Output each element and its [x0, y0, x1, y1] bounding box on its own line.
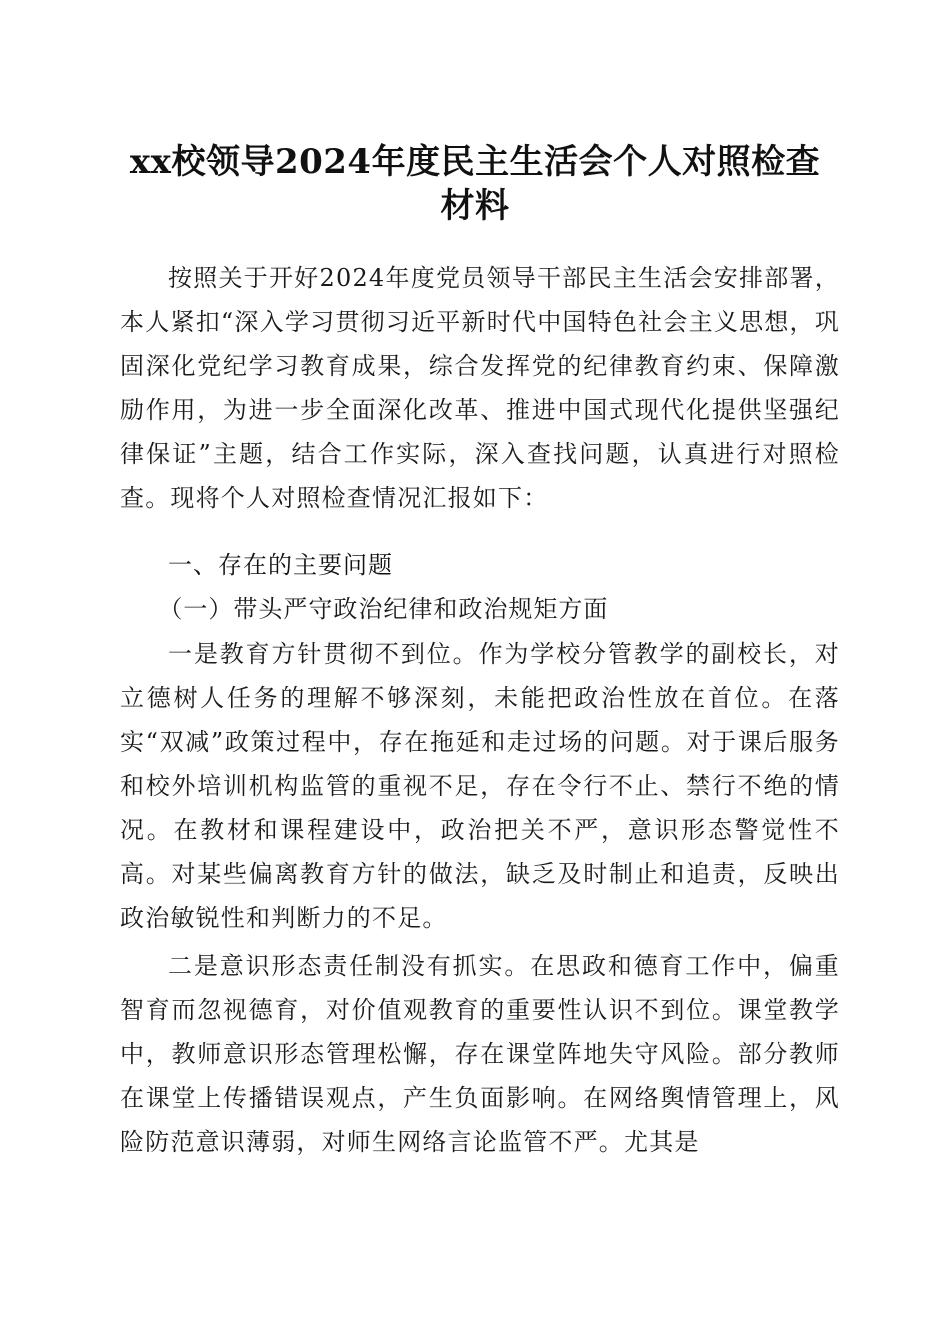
point-1-paragraph: [120, 632, 840, 940]
intro-block: [120, 256, 840, 520]
document-title-line-1: xx校领导2024年度民主生活会个人对照检查: [129, 142, 821, 182]
point-2-body: 在思政和德育工作中，偏重智育而忽视德育，对价值观教育的重要性认识不到位。课堂教学中，教师意识形态管理松懈，存在课堂阵地失守风险。部分教师在课堂上传播错误观点，产生负面影响。在网络舆情管理上，风险防范意识薄弱，对师生网络言论监管不严。尤其是: [120, 952, 840, 1156]
section-1-block: [120, 543, 840, 587]
intro-paragraph: 按照关于开好2024年度党员领导干部民主生活会安排部署，本人紧扣“深入学习贯彻习近平新时代中国特色社会主义思想，巩固深化党纪学习教育成果，综合发挥党的纪律教育约束、保障激励作用，为进一步全面深化改革、推进中国式现代化提供坚强纪律保证”主题，结合工作实际，深入查找问题，认真进行对照检查。现将个人对照检查情况汇报如下：: [120, 264, 840, 512]
point-1-lead: 一是教育方针贯彻不到位。: [168, 640, 479, 668]
section-1-heading: 一、存在的主要问题: [168, 551, 393, 579]
subsection-1-heading: （一）带头严守政治纪律和政治规矩方面: [158, 595, 609, 623]
point-2-block: [120, 944, 840, 1164]
point-1-body: 作为学校分管教学的副校长，对立德树人任务的理解不够深刻，未能把政治性放在首位。在落实“双减”政策过程中，存在拖延和走过场的问题。对于课后服务和校外培训机构监管的重视不足，存在令行不止、禁行不绝的情况。在教材和课程建设中，政治把关不严，意识形态警觉性不高。对某些偏离教育方针的做法，缺乏及时制止和追责，反映出政治敏锐性和判断力的不足。: [120, 640, 840, 932]
subsection-1-block: [120, 587, 840, 631]
document-title-line-2: 材料: [440, 186, 510, 226]
point-1-block: [120, 632, 840, 940]
point-2-lead: 二是意识形态责任制没有抓实。: [168, 952, 531, 980]
point-2-paragraph: [120, 944, 840, 1164]
